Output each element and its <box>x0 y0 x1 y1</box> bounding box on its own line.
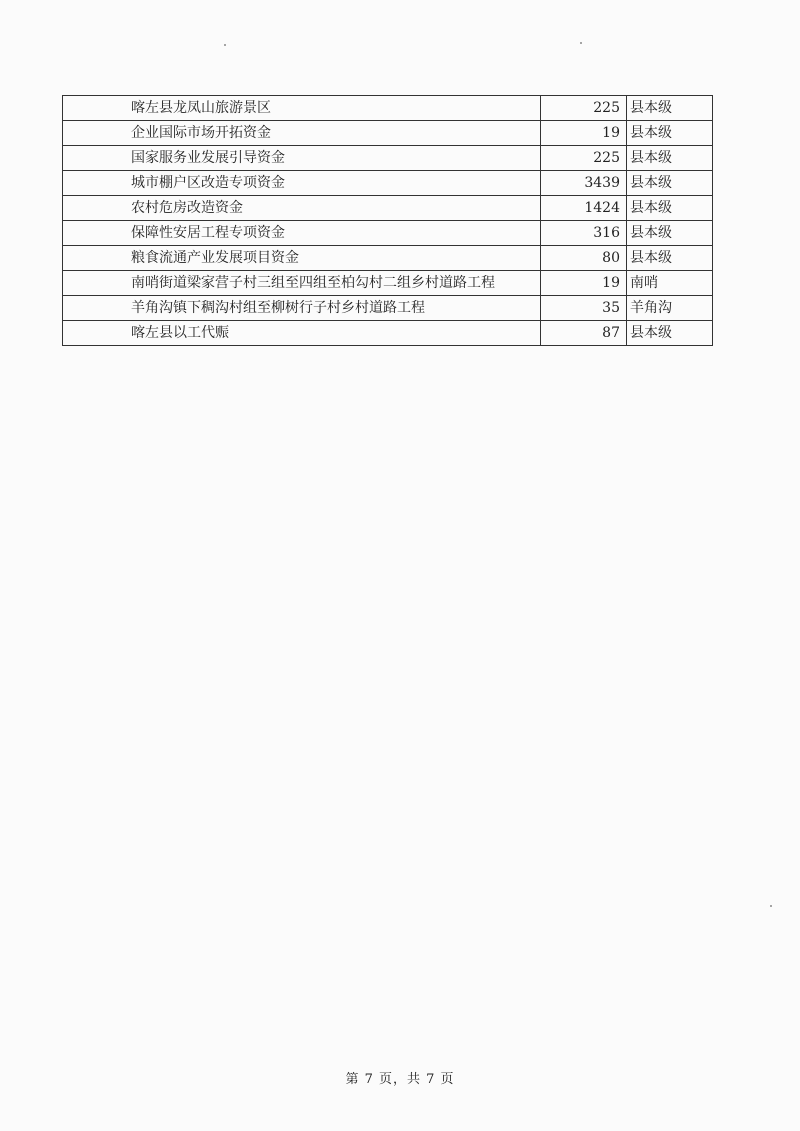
level-cell: 县本级 <box>627 96 713 121</box>
level-cell: 县本级 <box>627 146 713 171</box>
table-row <box>63 196 713 221</box>
scan-speck <box>224 44 226 46</box>
project-name-cell: 喀左县龙凤山旅游景区 <box>63 96 541 121</box>
level-cell: 县本级 <box>627 221 713 246</box>
project-name-cell: 国家服务业发展引导资金 <box>63 146 541 171</box>
table-row <box>63 121 713 146</box>
table-row <box>63 271 713 296</box>
level-cell: 县本级 <box>627 196 713 221</box>
project-name-cell: 喀左县以工代赈 <box>63 321 541 346</box>
amount-cell: 3439 <box>541 171 627 196</box>
table-row <box>63 321 713 346</box>
project-name-cell: 南哨街道梁家营子村三组至四组至柏勾村二组乡村道路工程 <box>63 271 541 296</box>
level-cell: 县本级 <box>627 321 713 346</box>
project-name-cell: 农村危房改造资金 <box>63 196 541 221</box>
level-cell: 羊角沟 <box>627 296 713 321</box>
amount-cell: 1424 <box>541 196 627 221</box>
funding-table <box>62 95 713 346</box>
table-row <box>63 221 713 246</box>
table-row <box>63 96 713 121</box>
amount-cell: 19 <box>541 271 627 296</box>
table-row <box>63 146 713 171</box>
amount-cell: 225 <box>541 146 627 171</box>
project-name-cell: 羊角沟镇下稠沟村组至柳树行子村乡村道路工程 <box>63 296 541 321</box>
table-row <box>63 296 713 321</box>
scan-speck <box>770 905 772 907</box>
project-name-cell: 城市棚户区改造专项资金 <box>63 171 541 196</box>
project-name-cell: 企业国际市场开拓资金 <box>63 121 541 146</box>
amount-cell: 19 <box>541 121 627 146</box>
amount-cell: 87 <box>541 321 627 346</box>
scan-speck <box>580 42 582 44</box>
page-number-footer: 第 7 页，共 7 页 <box>345 1072 455 1087</box>
level-cell: 县本级 <box>627 246 713 271</box>
table-row <box>63 246 713 271</box>
amount-cell: 225 <box>541 96 627 121</box>
amount-cell: 80 <box>541 246 627 271</box>
level-cell: 南哨 <box>627 271 713 296</box>
amount-cell: 316 <box>541 221 627 246</box>
project-name-cell: 保障性安居工程专项资金 <box>63 221 541 246</box>
project-name-cell: 粮食流通产业发展项目资金 <box>63 246 541 271</box>
amount-cell: 35 <box>541 296 627 321</box>
level-cell: 县本级 <box>627 171 713 196</box>
level-cell: 县本级 <box>627 121 713 146</box>
table-row <box>63 171 713 196</box>
